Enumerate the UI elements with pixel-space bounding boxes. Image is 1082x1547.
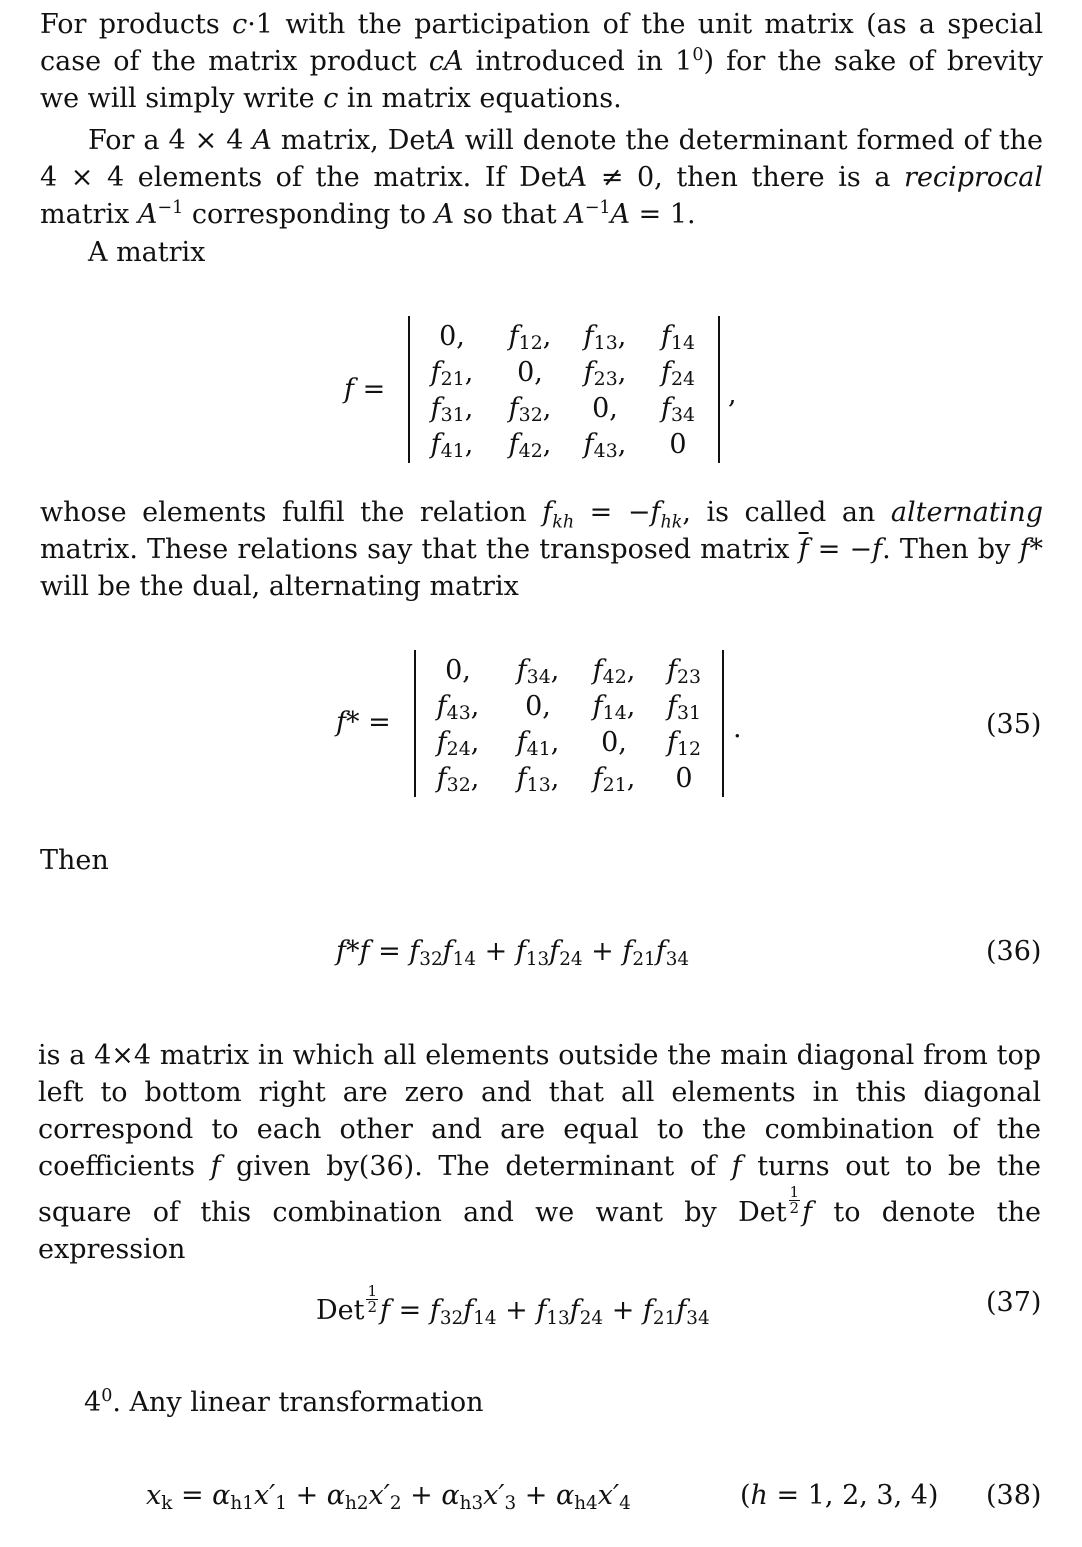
paragraph-products: For products c·1 with the participation of the unit matrix (as a special case of the matrix product cA introduced in $1^0$) for the sake of brevity we will simply write c in matrix equations. bbox=[40, 9, 1043, 114]
matrix-f-cell: 0 bbox=[669, 429, 687, 460]
matrix-fstar-trailing-period: . bbox=[733, 713, 742, 744]
matrix-f-trailing-comma: , bbox=[728, 379, 737, 410]
matrix-fstar-cell: $f_{41}$, bbox=[516, 727, 560, 760]
matrix-fstar-cell: 0, bbox=[445, 655, 471, 686]
matrix-f-cell: $f_{14}$ bbox=[660, 321, 696, 354]
paragraph-diagonal: is a 4×4 matrix in which all elements outside the main diagonal from top left to bottom right are zero and that all elements in this diagonal correspond to each other and are equal to the combination of the coefficients f given by(36). The determinant of f turns out to be the square of this combination and we want by Det $\frac{1}{2}$ f to denote the expression bbox=[38, 1040, 1041, 1265]
matrix-fstar-determinant bbox=[414, 650, 724, 797]
equation-38: $x_k = \alpha_{h1}x'_1 + \alpha_{h2}x'_2 + \alpha_{h3}x'_3 + \alpha_{h4}x'_4$ bbox=[146, 1480, 631, 1514]
matrix-f-cell: 0, bbox=[517, 357, 543, 388]
paragraph-alternating: whose elements fulfil the relation $f_{kh} = -f_{hk}$, is called an alternating matrix. These relations say that the transposed matrix $\overline{f} = -f$. Then by f* will be the dual, alternating matrix bbox=[40, 497, 1043, 602]
matrix-f-cell: $f_{21}$, bbox=[430, 357, 474, 390]
matrix-fstar-cell: $f_{43}$, bbox=[436, 691, 480, 724]
paragraph-linear-transformation: $4^0$. Any linear transformation bbox=[84, 1386, 484, 1418]
equation-38-condition: (h = 1, 2, 3, 4) bbox=[740, 1480, 939, 1511]
matrix-fstar-cell: $f_{31}$ bbox=[666, 691, 702, 724]
matrix-f-cell: $f_{24}$ bbox=[660, 357, 696, 390]
matrix-f-cell: 0, bbox=[439, 321, 465, 352]
matrix-f-cell: 0, bbox=[592, 393, 618, 424]
matrix-f-cell: $f_{32}$, bbox=[508, 393, 552, 426]
matrix-f-cell: $f_{43}$, bbox=[583, 429, 627, 462]
matrix-fstar-cell: $f_{13}$, bbox=[516, 763, 560, 796]
equation-37: Det $\frac{1}{2}$ $f = f_{32}f_{14} + f_{13}f_{24} + f_{21}f_{34}$ bbox=[316, 1282, 710, 1329]
matrix-fstar-label: f* = bbox=[336, 707, 391, 738]
equation-number-36: (36) bbox=[986, 936, 1042, 967]
equation-number-38: (38) bbox=[986, 1480, 1042, 1511]
matrix-f-cell: $f_{34}$ bbox=[660, 393, 696, 426]
matrix-fstar-cell: $f_{23}$ bbox=[666, 655, 702, 688]
matrix-f-cell: $f_{42}$, bbox=[508, 429, 552, 462]
matrix-f-cell: $f_{23}$, bbox=[583, 357, 627, 390]
paragraph-then: Then bbox=[40, 845, 109, 876]
matrix-fstar-cell: $f_{32}$, bbox=[436, 763, 480, 796]
matrix-fstar-cell: 0 bbox=[675, 763, 693, 794]
paragraph-determinant: For a 4 × 4 A matrix, DetA will denote the determinant formed of the 4 × 4 elements of the matrix. If DetA ≠ 0, then there is a reciprocal matrix $A^{-1}$ corresponding to A so that $A^{-1}A = 1$. bbox=[40, 125, 1043, 230]
matrix-f-cell: $f_{31}$, bbox=[430, 393, 474, 426]
matrix-f-cell: $f_{13}$, bbox=[583, 321, 627, 354]
matrix-fstar-cell: $f_{34}$, bbox=[516, 655, 560, 688]
equation-36: $f*f = f_{32}f_{14} + f_{13}f_{24} + f_{21}f_{34}$ bbox=[336, 936, 690, 970]
matrix-f-determinant bbox=[408, 316, 720, 463]
matrix-fstar-cell: $f_{42}$, bbox=[592, 655, 636, 688]
matrix-f-label: f = bbox=[344, 374, 386, 405]
equation-number-35: (35) bbox=[986, 709, 1042, 740]
matrix-f-cell: $f_{12}$, bbox=[508, 321, 552, 354]
matrix-f-cell: $f_{41}$, bbox=[430, 429, 474, 462]
equation-number-37: (37) bbox=[986, 1287, 1042, 1318]
matrix-fstar-cell: 0, bbox=[601, 727, 627, 758]
paragraph-a-matrix: A matrix bbox=[88, 237, 206, 268]
matrix-fstar-cell: 0, bbox=[525, 691, 551, 722]
matrix-fstar-cell: $f_{12}$ bbox=[666, 727, 702, 760]
matrix-fstar-cell: $f_{21}$, bbox=[592, 763, 636, 796]
matrix-fstar-cell: $f_{14}$, bbox=[592, 691, 636, 724]
matrix-fstar-cell: $f_{24}$, bbox=[436, 727, 480, 760]
